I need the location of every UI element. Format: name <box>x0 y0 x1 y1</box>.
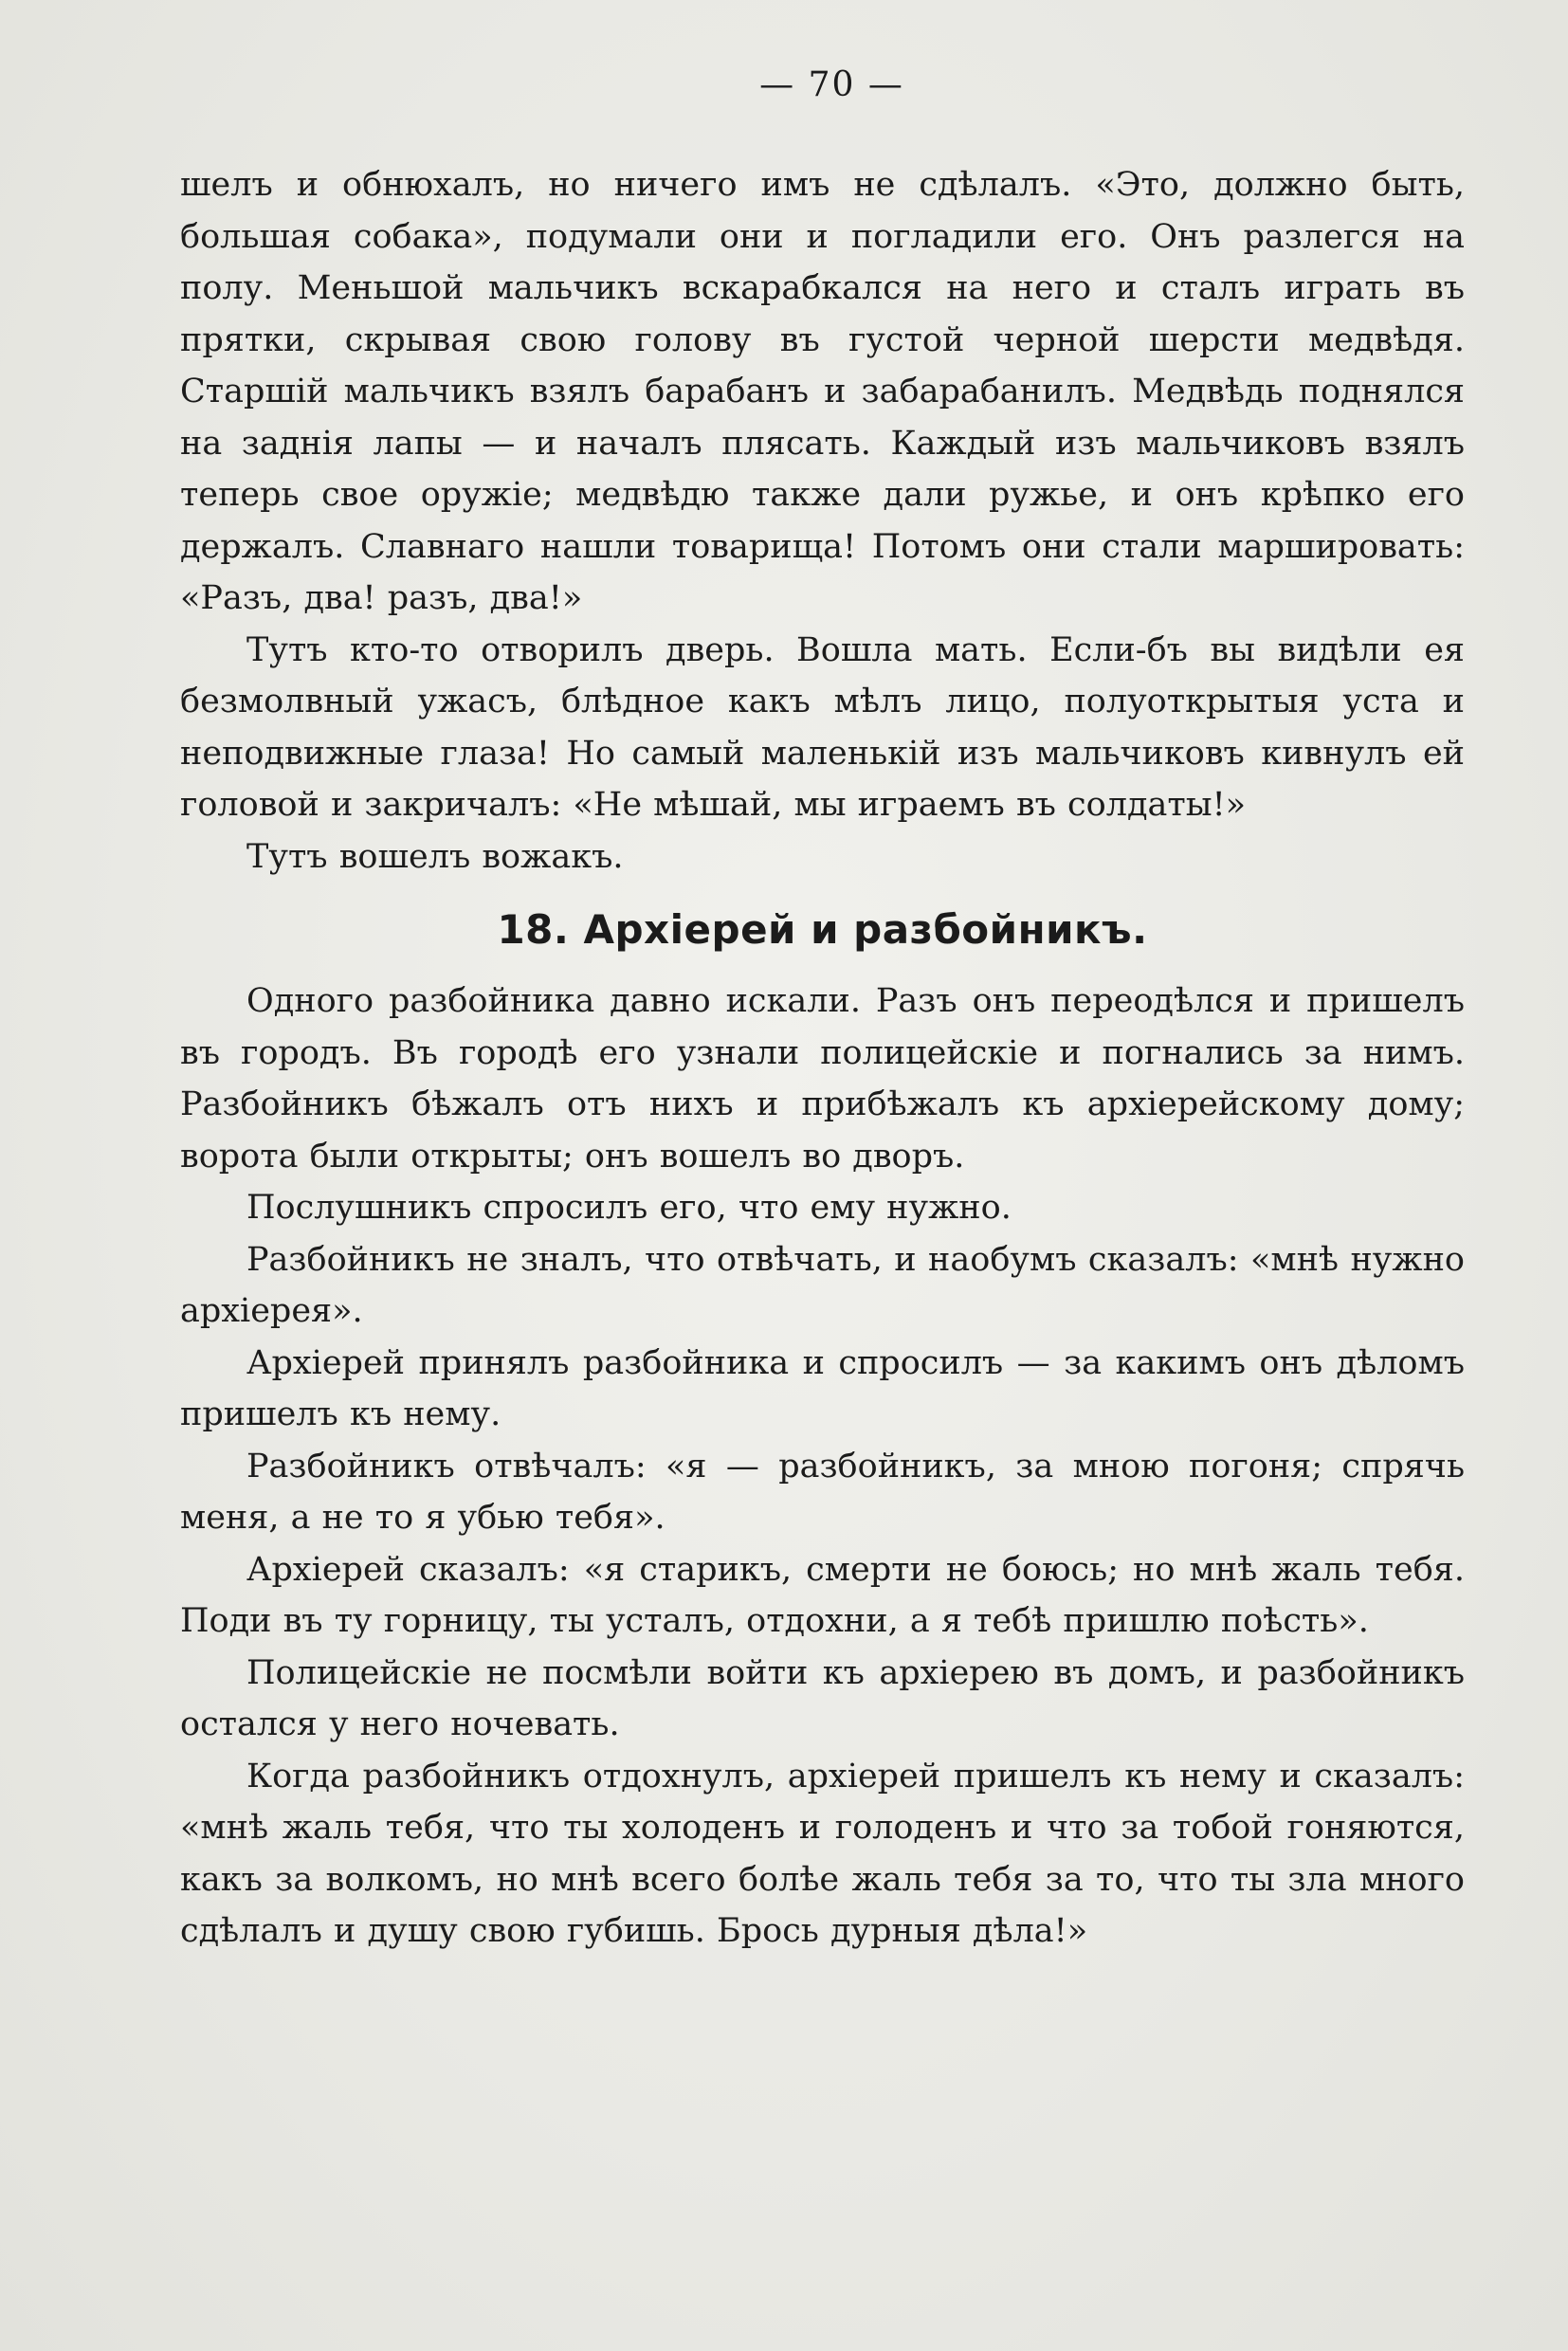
paragraph: Архіерей сказалъ: «я старикъ, смерти не боюсь; но мнѣ жаль тебя. Поди въ ту горницу, ты усталъ, отдохни, а я тебѣ пришлю поѣсть». <box>180 1550 1465 1640</box>
section-heading: 18. Архіерей и разбойникъ. <box>497 906 1148 953</box>
paragraph: Архіерей принялъ разбойника и спросилъ — за какимъ онъ дѣломъ пришелъ къ нему. <box>180 1343 1465 1433</box>
page-number: — 70 — <box>759 65 904 104</box>
paragraph: Одного разбойника давно искали. Разъ онъ переодѣлся и пришелъ въ городъ. Въ городѣ его узнали полицейскіе и погнались за нимъ. Разбойникъ бѣжалъ отъ нихъ и прибѣжалъ къ архіерейскому дому; ворота были открыты; онъ вошелъ во дворъ. <box>180 982 1465 1176</box>
paragraph: шелъ и обнюхалъ, но ничего имъ не сдѣлалъ. «Это, должно быть, большая собака», подумали они и погладили его. Онъ разлегся на полу. Меньшой мальчикъ вскарабкался на него и сталъ играть въ прятки, скрывая свою голову въ густой черной шерсти медвѣдя. Старшій мальчикъ взялъ барабанъ и забарабанилъ. Медвѣдь поднялся на заднія лапы — и началъ плясать. Каждый изъ мальчиковъ взялъ теперь свое оружіе; медвѣдю также дали ружье, и онъ крѣпко его держалъ. Славнаго нашли товарища! Потомъ они стали маршировать: «Разъ, два! разъ, два!» <box>180 166 1465 617</box>
paragraph: Тутъ кто-то отворилъ дверь. Вошла мать. Если-бъ вы видѣли ея безмолвный ужасъ, блѣдное какъ мѣлъ лицо, полуоткрытыя уста и неподвижные глаза! Но самый маленькій изъ мальчиковъ кивнулъ ей головой и закричалъ: «Не мѣшай, мы играемъ въ солдаты!» <box>180 630 1465 824</box>
paragraph: Полицейскіе не посмѣли войти къ архіерею въ домъ, и разбойникъ остался у него ночевать. <box>180 1653 1465 1743</box>
book-page <box>180 57 1465 1958</box>
paragraph: Послушникъ спросилъ его, что ему нужно. <box>246 1189 1012 1227</box>
paragraph: Тутъ вошелъ вожакъ. <box>246 837 624 876</box>
paragraph: Разбойникъ не зналъ, что отвѣчать, и наобумъ сказалъ: «мнѣ нужно архіерея». <box>180 1240 1465 1330</box>
paragraph: Разбойникъ отвѣчалъ: «я — разбойникъ, за мною погоня; спрячь меня, а не то я убью тебя». <box>180 1447 1465 1537</box>
paragraph: Когда разбойникъ отдохнулъ, архіерей пришелъ къ нему и сказалъ: «мнѣ жаль тебя, что ты холоденъ и голоденъ и что за тобой гоняются, какъ за волкомъ, но мнѣ всего болѣе жаль тебя за то, что ты зла много сдѣлалъ и душу свою губишь. Брось дурныя дѣла!» <box>180 1757 1465 1950</box>
